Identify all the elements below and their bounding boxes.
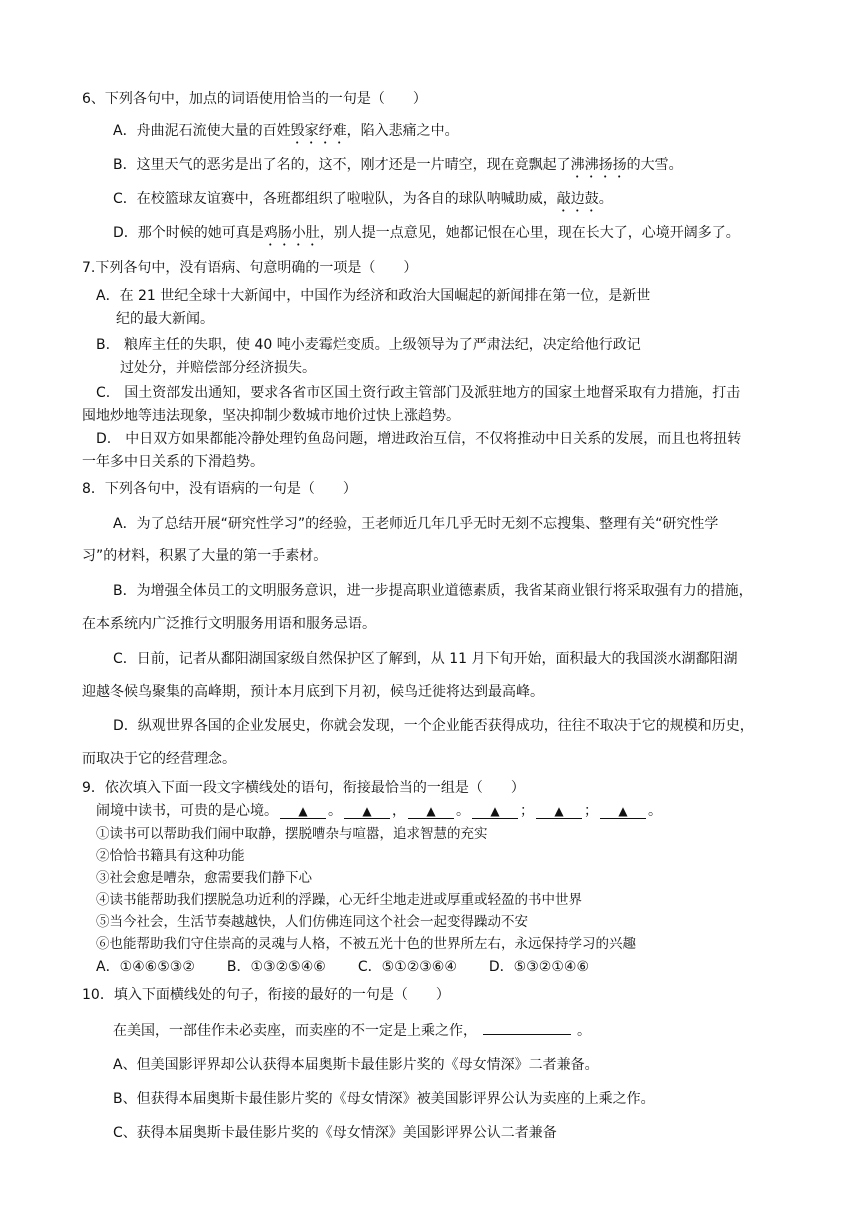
q9-option-c: C．⑤①②③⑥④ [357, 959, 457, 975]
q6-c-post: 。 [598, 191, 613, 207]
q9-blank-6: ▲ [600, 804, 646, 819]
q9-sep-1: 。 [328, 803, 342, 819]
q6-option-b [113, 156, 683, 181]
q6-d-post: ，别人提一点意见，她都记恨在心里，现在长大了，心境开阔多了。 [319, 225, 740, 241]
q8-option-a-line2: 习”的材料，积累了大量的第一手素材。 [82, 548, 328, 564]
q10-body-text: 在美国，一部佳作未必卖座，而卖座的不一定是上乘之作， [113, 1023, 477, 1039]
q9-passage [96, 802, 662, 820]
q6-option-c [113, 190, 613, 215]
q6-stem: 6、下列各句中，加点的词语使用恰当的一句是（ ） [82, 91, 427, 107]
q7-option-a-line1: A．在 21 世纪全球十大新闻中，中国作为经济和政治大国崛起的新闻排在第一位，是新世 [96, 288, 651, 304]
q6-b-pre: B．这里天气的恶劣是出了名的，这不，刚才还是一片晴空，现在竟飘起了 [113, 157, 571, 173]
q8-option-d-line2: 而取决于它的经营理念。 [82, 751, 236, 767]
q9-item-1: ①读书可以帮助我们闹中取静，摆脱嘈杂与喧嚣，追求智慧的充实 [96, 826, 488, 842]
q10-stem: 10．填入下面横线处的句子，衔接的最好的一句是（ ） [82, 987, 450, 1003]
q10-option-b: B、但获得本届奥斯卡最佳影片奖的《母女情深》被美国影评界公认为卖座的上乘之作。 [113, 1091, 655, 1107]
q9-item-6: ⑥也能帮助我们守住崇高的灵魂与人格，不被五光十色的世界所左右，永远保持学习的兴趣 [96, 936, 636, 952]
q8-option-a-line1: A．为了总结开展“研究性学习”的经验，王老师近几年几乎无时无刻不忘搜集、整理有关“研究性学 [113, 516, 719, 532]
q6-a-pre: A．舟曲泥石流使大量的百姓 [113, 123, 291, 139]
q7-option-c-line1: C. 国土资部发出通知，要求各省市区国土资行政主管部门及派驻地方的国家土地督采取有力措施，打击 [96, 385, 741, 401]
q7-option-a-line2: 纪的最大新闻。 [116, 311, 214, 327]
q9-blank-5: ▲ [536, 804, 582, 819]
q6-option-d [113, 224, 740, 249]
q9-blank-1: ▲ [280, 804, 326, 819]
q9-option-a: A．①④⑥⑤③② [96, 959, 195, 975]
q9-sep-4: ； [520, 803, 534, 819]
q10-option-a: A、但美国影评界却公认获得本届奥斯卡最佳影片奖的《母女情深》二者兼备。 [113, 1057, 599, 1073]
q9-item-2: ②恰恰书籍具有这种功能 [96, 848, 245, 864]
q9-item-5: ⑤当今社会，生活节奏越越快，人们仿佛连同这个社会一起变得躁动不安 [96, 914, 528, 930]
q9-item-3: ③社会愈是嘈杂，愈需要我们静下心 [96, 870, 312, 886]
q10-body [113, 1020, 591, 1040]
q6-option-a [113, 122, 459, 147]
q9-options [96, 958, 621, 976]
q9-intro: 闹境中读书，可贵的是心境。 [96, 803, 278, 819]
q9-option-d: D．⑤③②①④⑥ [488, 959, 589, 975]
q7-option-b-line1: B. 粮库主任的失职，使 40 吨小麦霉烂变质。上级领导为了严肃法纪，决定给他行政记 [96, 337, 641, 353]
q10-body-end: 。 [577, 1023, 591, 1039]
q8-option-d-line1: D．纵观世界各国的企业发展史，你就会发现，一个企业能否获得成功，往往不取决于它的规模和历史， [113, 718, 754, 734]
q6-b-dotted-word: 沸沸扬扬 [570, 157, 627, 173]
q8-option-c-line2: 迎越冬候鸟聚集的高峰期，预计本月底到下月初，候鸟迁徙将达到最高峰。 [82, 684, 544, 700]
q6-b-post: 的大雪。 [626, 157, 683, 173]
q9-sep-5: ； [584, 803, 598, 819]
q8-option-b-line1: B．为增强全体员工的文明服务意识，进一步提高职业道德素质，我省某商业银行将采取强有力的措施， [113, 583, 753, 599]
q6-a-dotted-word: 毁家纾难 [290, 123, 347, 139]
q6-d-pre: D．那个时候的她可真是 [113, 225, 264, 241]
q6-a-post: ，陷入悲痛之中。 [346, 123, 459, 139]
q7-option-b-line2: 过处分，并赔偿部分经济损失。 [120, 360, 316, 376]
q10-option-c: C、获得本届奥斯卡最佳影片奖的《母女情深》美国影评界公认二者兼备 [113, 1125, 557, 1141]
q9-blank-2: ▲ [344, 804, 390, 819]
q7-option-c-line2: 囤地炒地等违法现象，坚决抑制少数城市地价过快上涨趋势。 [82, 408, 460, 424]
q9-stem: 9．依次填入下面一段文字横线处的语句，衔接最恰当的一组是（ ） [82, 780, 525, 796]
q7-option-d-line1: D. 中日双方如果都能冷静处理钓鱼岛问题，增进政治互信，不仅将推动中日关系的发展，而且也将扭转 [96, 431, 742, 447]
q9-item-4: ④读书能帮助我们摆脱急功近利的浮躁，心无纤尘地走进或厚重或轻盈的书中世界 [96, 892, 582, 908]
q9-option-b: B．①③②⑤④⑥ [226, 959, 326, 975]
q8-option-c-line1: C．日前，记者从鄱阳湖国家级自然保护区了解到，从 11 月下旬开始，面积最大的我国淡水湖鄱阳湖 [113, 651, 738, 667]
q9-sep-3: 。 [456, 803, 470, 819]
q9-blank-4: ▲ [472, 804, 518, 819]
q7-stem: 7.下列各句中，没有语病、句意明确的一项是（ ） [82, 260, 418, 276]
q8-option-b-line2: 在本系统内广泛推行文明服务用语和服务忌语。 [82, 616, 376, 632]
q10-answer-blank [483, 1020, 571, 1035]
q6-d-dotted-word: 鸡肠小肚 [263, 225, 320, 241]
q7-option-d-line2: 一年多中日关系的下滑趋势。 [82, 454, 264, 470]
q9-blank-3: ▲ [408, 804, 454, 819]
q8-stem: 8．下列各句中，没有语病的一句是（ ） [82, 481, 357, 497]
q6-c-pre: C．在校篮球友谊赛中，各班都组织了啦啦队，为各自的球队呐喊助威， [113, 191, 557, 207]
q9-sep-2: ， [392, 803, 406, 819]
q9-sep-6: 。 [648, 803, 662, 819]
q6-c-dotted-word: 敲边鼓 [556, 191, 599, 207]
